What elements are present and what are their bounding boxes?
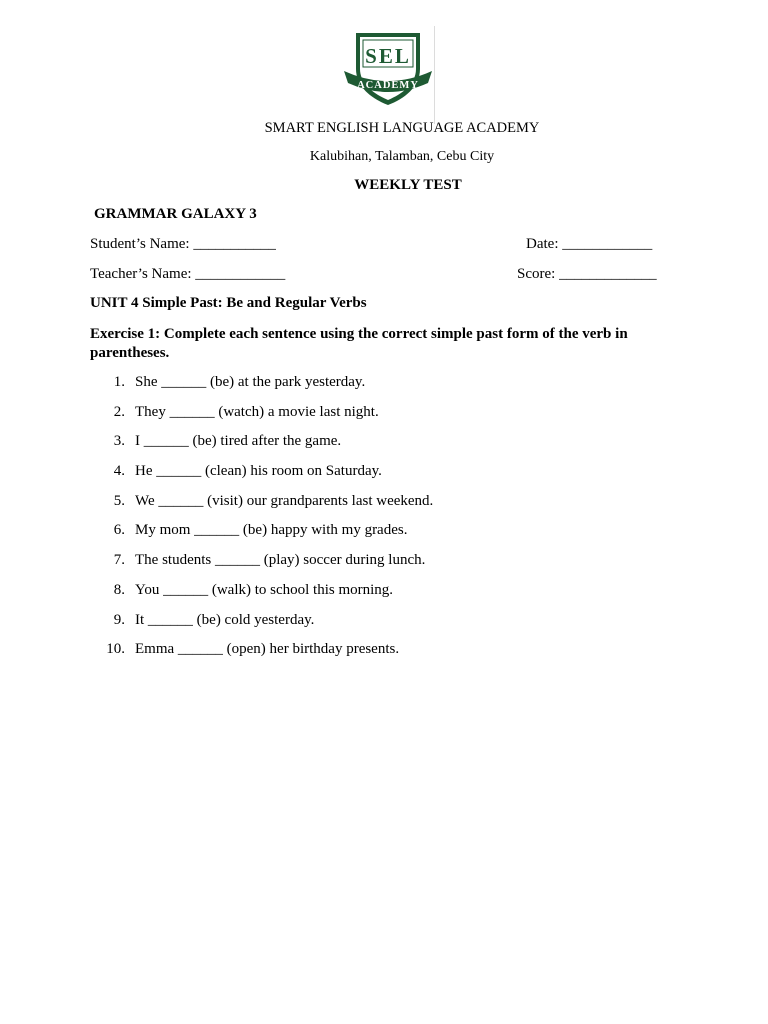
academy-logo xyxy=(342,29,434,107)
question-number: 1. xyxy=(113,374,125,390)
score-field: Score: _____________ xyxy=(517,266,657,282)
exercise-instruction: Exercise 1: Complete each sentence using the correct simple past form of the verb in parentheses. xyxy=(90,326,628,361)
question-text: They ______ (watch) a movie last night. xyxy=(135,403,379,420)
question-text: He ______ (clean) his room on Saturday. xyxy=(135,463,382,480)
question-number: 5. xyxy=(113,492,125,509)
question-number: 7. xyxy=(113,552,125,569)
logo-bottom-text: ACADEMY xyxy=(357,80,419,91)
list-item xyxy=(90,432,433,462)
list-item xyxy=(90,581,433,611)
question-text: My mom ______ (be) happy with my grades. xyxy=(135,522,408,539)
date-field: Date: ____________ xyxy=(526,236,653,252)
question-text: We ______ (visit) our grandparents last weekend. xyxy=(135,492,434,509)
course-title: GRAMMAR GALAXY 3 xyxy=(94,206,257,222)
question-number: 10. xyxy=(106,641,125,658)
question-text: I ______ (be) tired after the game. xyxy=(135,433,342,450)
list-item xyxy=(90,640,433,670)
unit-heading: UNIT 4 Simple Past: Be and Regular Verbs xyxy=(90,295,367,311)
question-number: 3. xyxy=(113,433,125,450)
question-text: Emma ______ (open) her birthday presents. xyxy=(135,641,400,658)
student-name-field: Student’s Name: ___________ xyxy=(90,236,276,252)
question-number: 8. xyxy=(113,581,125,598)
list-item xyxy=(90,373,433,403)
question-list xyxy=(90,373,433,670)
school-name: SMART ENGLISH LANGUAGE ACADEMY xyxy=(264,120,540,136)
question-text: She ______ (be) at the park yesterday. xyxy=(135,374,366,390)
list-item xyxy=(90,521,433,551)
question-text: You ______ (walk) to school this morning. xyxy=(135,581,394,598)
teacher-name-field: Teacher’s Name: ____________ xyxy=(90,266,286,282)
list-item xyxy=(90,551,433,581)
list-item xyxy=(90,462,433,492)
list-item xyxy=(90,611,433,641)
logo-top-text: SEL xyxy=(365,44,411,68)
question-number: 9. xyxy=(113,611,125,628)
shield-crest-icon xyxy=(342,29,434,107)
question-number: 2. xyxy=(113,403,125,420)
question-number: 4. xyxy=(113,463,125,480)
list-item xyxy=(90,492,433,522)
test-title: WEEKLY TEST xyxy=(354,177,462,193)
question-text: The students ______ (play) soccer during lunch. xyxy=(135,552,426,569)
question-number: 6. xyxy=(113,522,125,539)
school-address: Kalubihan, Talamban, Cebu City xyxy=(309,149,495,164)
list-item xyxy=(90,403,433,433)
question-text: It ______ (be) cold yesterday. xyxy=(135,611,315,628)
divider-line xyxy=(434,26,435,124)
